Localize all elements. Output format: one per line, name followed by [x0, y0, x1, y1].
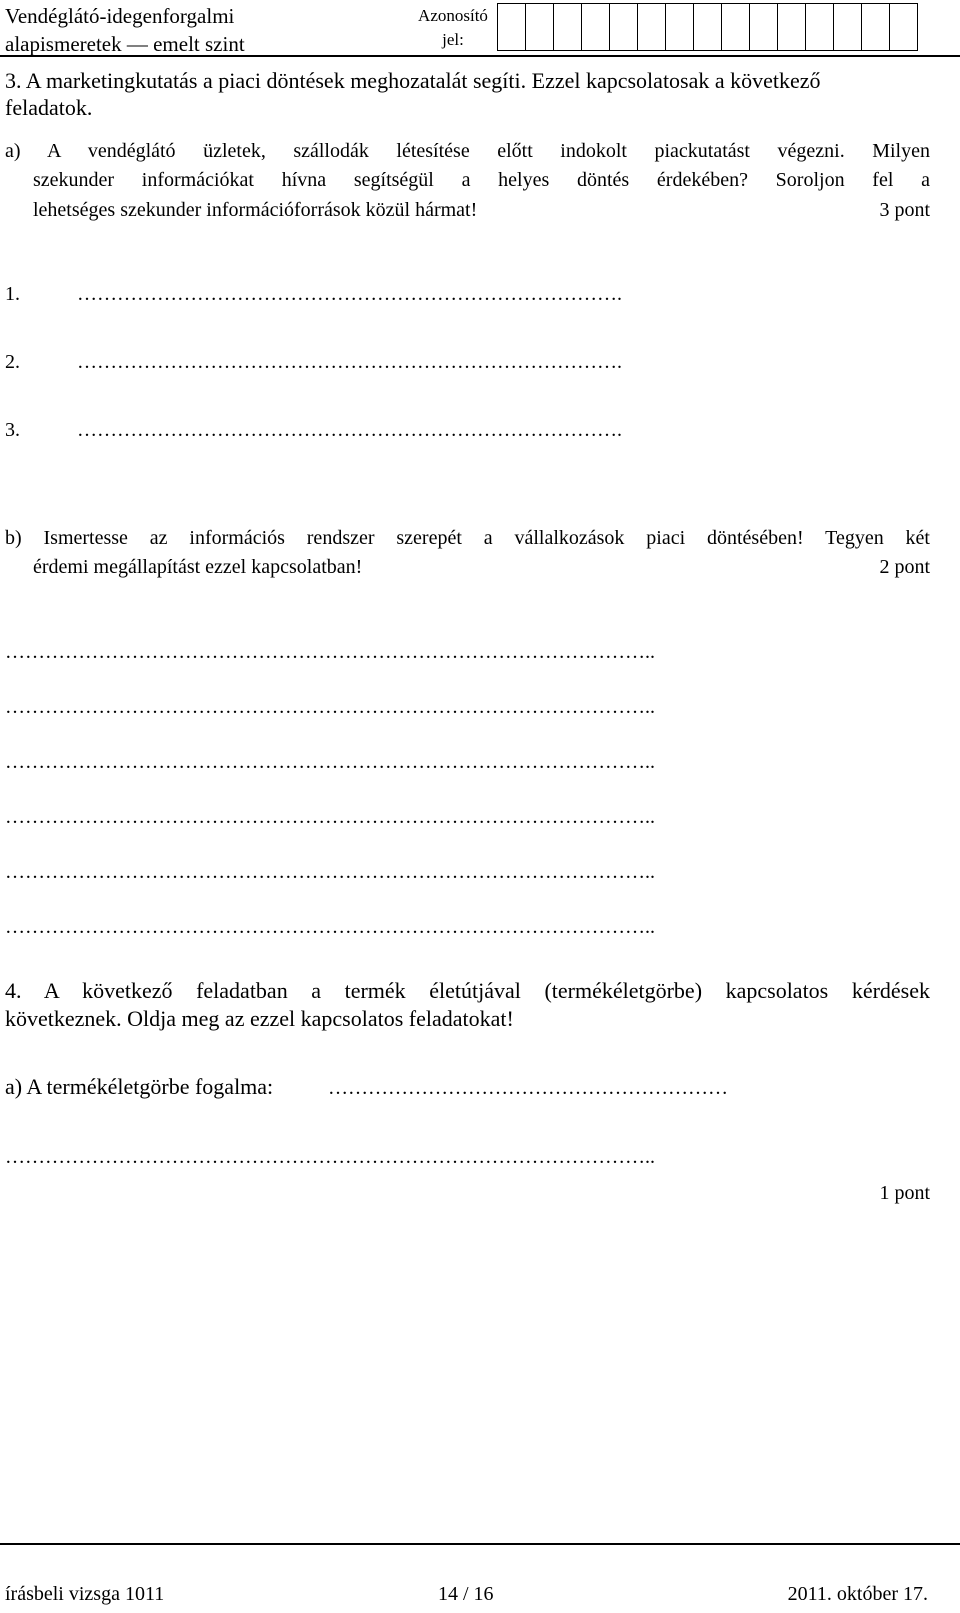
id-code-box[interactable]: [889, 3, 918, 51]
q4a-answer-line1[interactable]: ……………………………………………………: [328, 1077, 728, 1099]
footer-divider: [0, 1543, 960, 1545]
q4a-answer-line2[interactable]: ……………………………………………………………………………………..: [5, 1146, 655, 1168]
answer-line-b1[interactable]: ……………………………………………………………………………………..: [5, 641, 655, 663]
id-code-box[interactable]: [665, 3, 694, 51]
footer-page-number: 14 / 16: [438, 1583, 494, 1605]
answer-line-b5[interactable]: ……………………………………………………………………………………..: [5, 861, 655, 883]
q3b-points: 2 pont: [879, 556, 930, 578]
footer-exam-code: írásbeli vizsga 1011: [5, 1583, 165, 1605]
id-code-box[interactable]: [693, 3, 722, 51]
q3-intro-line2: feladatok.: [5, 95, 93, 120]
id-code-box[interactable]: [833, 3, 862, 51]
id-code-box[interactable]: [749, 3, 778, 51]
q3a-line3: lehetséges szekunder információforrások közül hármat!: [33, 199, 478, 221]
answer-line-b2[interactable]: ……………………………………………………………………………………..: [5, 696, 655, 718]
answer-number: 2.: [5, 351, 20, 373]
answer-line-b4[interactable]: ……………………………………………………………………………………..: [5, 806, 655, 828]
answer-number: 1.: [5, 283, 20, 305]
q4a-label: a) A termékéletgörbe fogalma:: [5, 1074, 274, 1099]
id-code-box[interactable]: [721, 3, 750, 51]
id-code-box[interactable]: [609, 3, 638, 51]
id-code-box[interactable]: [805, 3, 834, 51]
q3a-line2: szekunder információkat hívna segítségül a helyes döntés érdekében? Soroljon fel a: [33, 169, 930, 191]
answer-line-1[interactable]: ……………………………………………………………………….: [77, 283, 622, 305]
id-code-box[interactable]: [581, 3, 610, 51]
answer-number: 3.: [5, 419, 20, 441]
id-code-box[interactable]: [861, 3, 890, 51]
subject-title-line2: alapismeretek — emelt szint: [5, 32, 245, 56]
id-code-box[interactable]: [777, 3, 806, 51]
id-code-box[interactable]: [553, 3, 582, 51]
q3b-line1: b) Ismertesse az információs rendszer szerepét a vállalkozások piaci döntésében! Tegyen két: [5, 527, 930, 549]
answer-line-b3[interactable]: ……………………………………………………………………………………..: [5, 751, 655, 773]
id-label: Azonosító jel:: [418, 6, 488, 49]
answer-line-2[interactable]: ……………………………………………………………………….: [77, 351, 622, 373]
id-code-box[interactable]: [525, 3, 554, 51]
id-code-boxes[interactable]: [497, 3, 917, 51]
q3b-line2: érdemi megállapítást ezzel kapcsolatban!: [33, 556, 363, 578]
subject-title-line1: Vendéglátó-idegenforgalmi: [5, 4, 235, 28]
subject-title: [5, 2, 245, 58]
answer-line-b6[interactable]: ……………………………………………………………………………………..: [5, 916, 655, 938]
header-divider: [0, 55, 960, 57]
q4-intro-line1: 4. A következő feladatban a termék életútjával (termékéletgörbe) kapcsolatos kérdések: [5, 978, 930, 1003]
q3-intro-line1: 3. A marketingkutatás a piaci döntések meghozatalát segíti. Ezzel kapcsolatosak a következő: [5, 68, 821, 93]
id-code-box[interactable]: [637, 3, 666, 51]
q4a-points: 1 pont: [879, 1182, 930, 1204]
answer-line-3[interactable]: ……………………………………………………………………….: [77, 419, 622, 441]
id-code-box[interactable]: [497, 3, 526, 51]
footer-date: 2011. október 17.: [787, 1583, 928, 1605]
q4-intro-line2: következnek. Oldja meg az ezzel kapcsolatos feladatokat!: [5, 1006, 514, 1031]
q3a-points: 3 pont: [879, 199, 930, 221]
q3a-line1: a) A vendéglátó üzletek, szállodák létesítése előtt indokolt piackutatást végezni. Milyen: [5, 140, 930, 162]
